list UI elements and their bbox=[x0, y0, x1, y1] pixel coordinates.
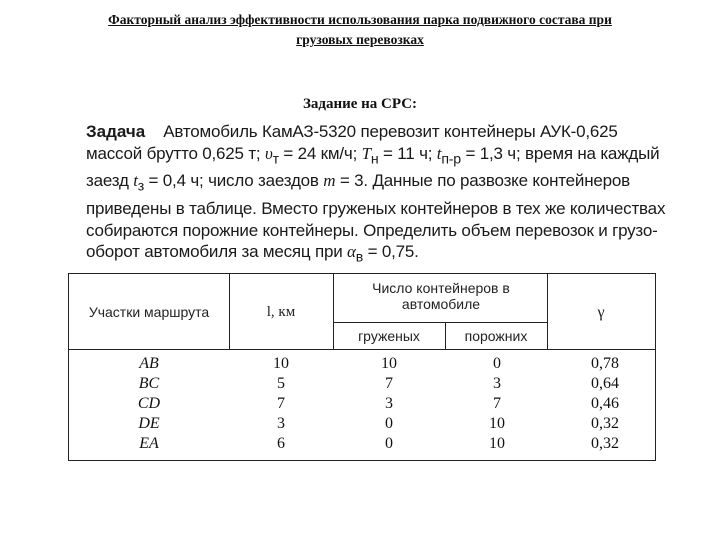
table-cell: 6 bbox=[277, 435, 285, 452]
task-line-2: массой брутто 0,625 т; $\upsilon_т = 24$ км/ч; $T_н = 11$ ч; $t_{п-р} = 1,3$ ч; время на каждый bbox=[86, 143, 660, 167]
segment-column bbox=[105, 354, 193, 454]
table-divider bbox=[69, 349, 655, 350]
table-cell: 0,64 bbox=[591, 375, 619, 392]
header-gamma: γ bbox=[597, 304, 605, 321]
task-line-3: заезд $t_з = 0,4$ ч; число заездов m = 3. Данные по развозке контейнеров bbox=[86, 171, 630, 195]
table-cell: 3 bbox=[385, 395, 393, 412]
table-cell: 7 bbox=[493, 395, 501, 412]
table-cell: 10 bbox=[489, 435, 505, 452]
task-label: Задача bbox=[86, 122, 146, 141]
header-loaded: груженых bbox=[358, 328, 420, 344]
table-cell: 0,32 bbox=[591, 415, 619, 432]
task-line-4: приведены в таблице. Вместо груженых контейнеров в тех же количествах bbox=[86, 199, 666, 219]
task-line-1: Задача Автомобиль КамАЗ-5320 перевозит контейнеры АУК-0,625 bbox=[86, 122, 618, 141]
table-cell: BC bbox=[138, 375, 160, 392]
table-cell: 3 bbox=[493, 375, 501, 392]
header-containers: Число контейнеров в автомобиле bbox=[372, 280, 510, 312]
loaded-column bbox=[351, 354, 427, 454]
table-cell: AB bbox=[139, 355, 159, 372]
table-divider bbox=[333, 322, 547, 323]
table-cell: 3 bbox=[277, 415, 285, 432]
container-routing-table bbox=[68, 273, 656, 461]
table-cell: 0,78 bbox=[591, 355, 619, 372]
page-title-line-1: Факторный анализ эффективности использования парка подвижного состава при bbox=[108, 12, 612, 27]
header-length: l, км bbox=[266, 304, 296, 320]
table-cell: 10 bbox=[381, 355, 397, 372]
table-cell: 0,32 bbox=[591, 435, 619, 452]
table-cell: DE bbox=[138, 415, 160, 432]
header-empty: порожних bbox=[464, 328, 528, 344]
table-cell: 5 bbox=[277, 375, 285, 392]
empty-column bbox=[459, 354, 535, 454]
page-title bbox=[30, 10, 690, 50]
header-route: Участки маршрута bbox=[88, 304, 210, 320]
task-text bbox=[86, 121, 666, 269]
table-cell: 7 bbox=[385, 375, 393, 392]
table-cell: 0 bbox=[385, 435, 393, 452]
table-cell: 7 bbox=[277, 395, 285, 412]
assignment-subtitle: Задание на СРС: bbox=[302, 96, 418, 112]
table-cell: EA bbox=[139, 435, 159, 452]
table-cell: 10 bbox=[273, 355, 289, 372]
table-cell: 0,46 bbox=[591, 395, 619, 412]
table-cell: 0 bbox=[385, 415, 393, 432]
table-cell: 10 bbox=[489, 415, 505, 432]
table-cell: CD bbox=[137, 395, 161, 412]
length-column bbox=[243, 354, 319, 454]
task-line-5: собираются порожние контейнеры. Определить объем перевозок и грузо- bbox=[86, 220, 658, 240]
page-title-line-2: грузовых перевозках bbox=[296, 32, 424, 47]
task-line-6: оборот автомобиля за месяц при $\alpha_в = 0,75$. bbox=[86, 242, 419, 266]
gamma-column bbox=[565, 354, 645, 454]
table-cell: 0 bbox=[493, 355, 501, 372]
